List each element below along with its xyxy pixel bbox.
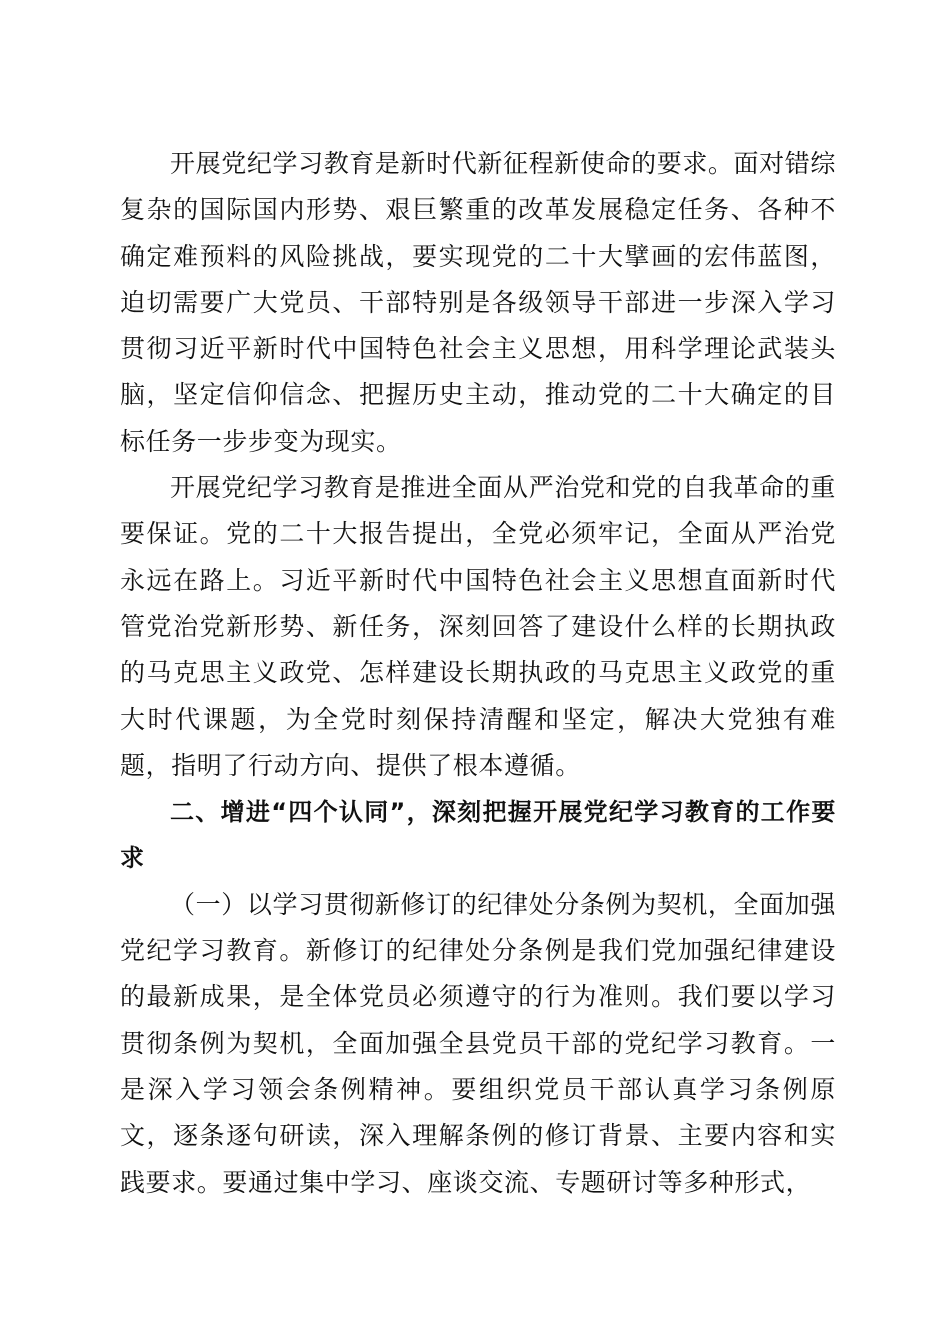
section-heading-two: 二、增进“四个认同”，深刻把握开展党纪学习教育的工作要求 (120, 798, 836, 873)
document-body (120, 141, 836, 1206)
paragraph-party-discipline-new-era: 开展党纪学习教育是新时代新征程新使命的要求。面对错综复杂的国际国内形势、艰巨繁重的改革发展稳定任务、各种不确定难预料的风险挑战，要实现党的二十大擘画的宏伟蓝图，迫切需要广大党员、干部特别是各级领导干部进一步深入学习贯彻习近平新时代中国特色社会主义思想，用科学理论武装头脑，坚定信仰信念、把握历史主动，推动党的二十大确定的目标任务一步步变为现实。 (120, 149, 836, 456)
paragraph-discipline-regulations: （一）以学习贯彻新修订的纪律处分条例为契机，全面加强党纪学习教育。新修订的纪律处分条例是我们党加强纪律建设的最新成果，是全体党员必须遵守的行为准则。我们要以学习贯彻条例为契机，全面加强全县党员干部的党纪学习教育。一是深入学习领会条例精神。要组织党员干部认真学习条例原文，逐条逐句研读，深入理解条例的修订背景、主要内容和实践要求。要通过集中学习、座谈交流、专题研讨等多种形式， (120, 889, 836, 1197)
paragraph-strict-party-governance: 开展党纪学习教育是推进全面从严治党和党的自我革命的重要保证。党的二十大报告提出，全党必须牢记，全面从严治党永远在路上。习近平新时代中国特色社会主义思想直面新时代管党治党新形势、新任务，深刻回答了建设什么样的长期执政的马克思主义政党、怎样建设长期执政的马克思主义政党的重大时代课题，为全党时刻保持清醒和坚定，解决大党独有难题，指明了行动方向、提供了根本遵循。 (120, 473, 836, 780)
